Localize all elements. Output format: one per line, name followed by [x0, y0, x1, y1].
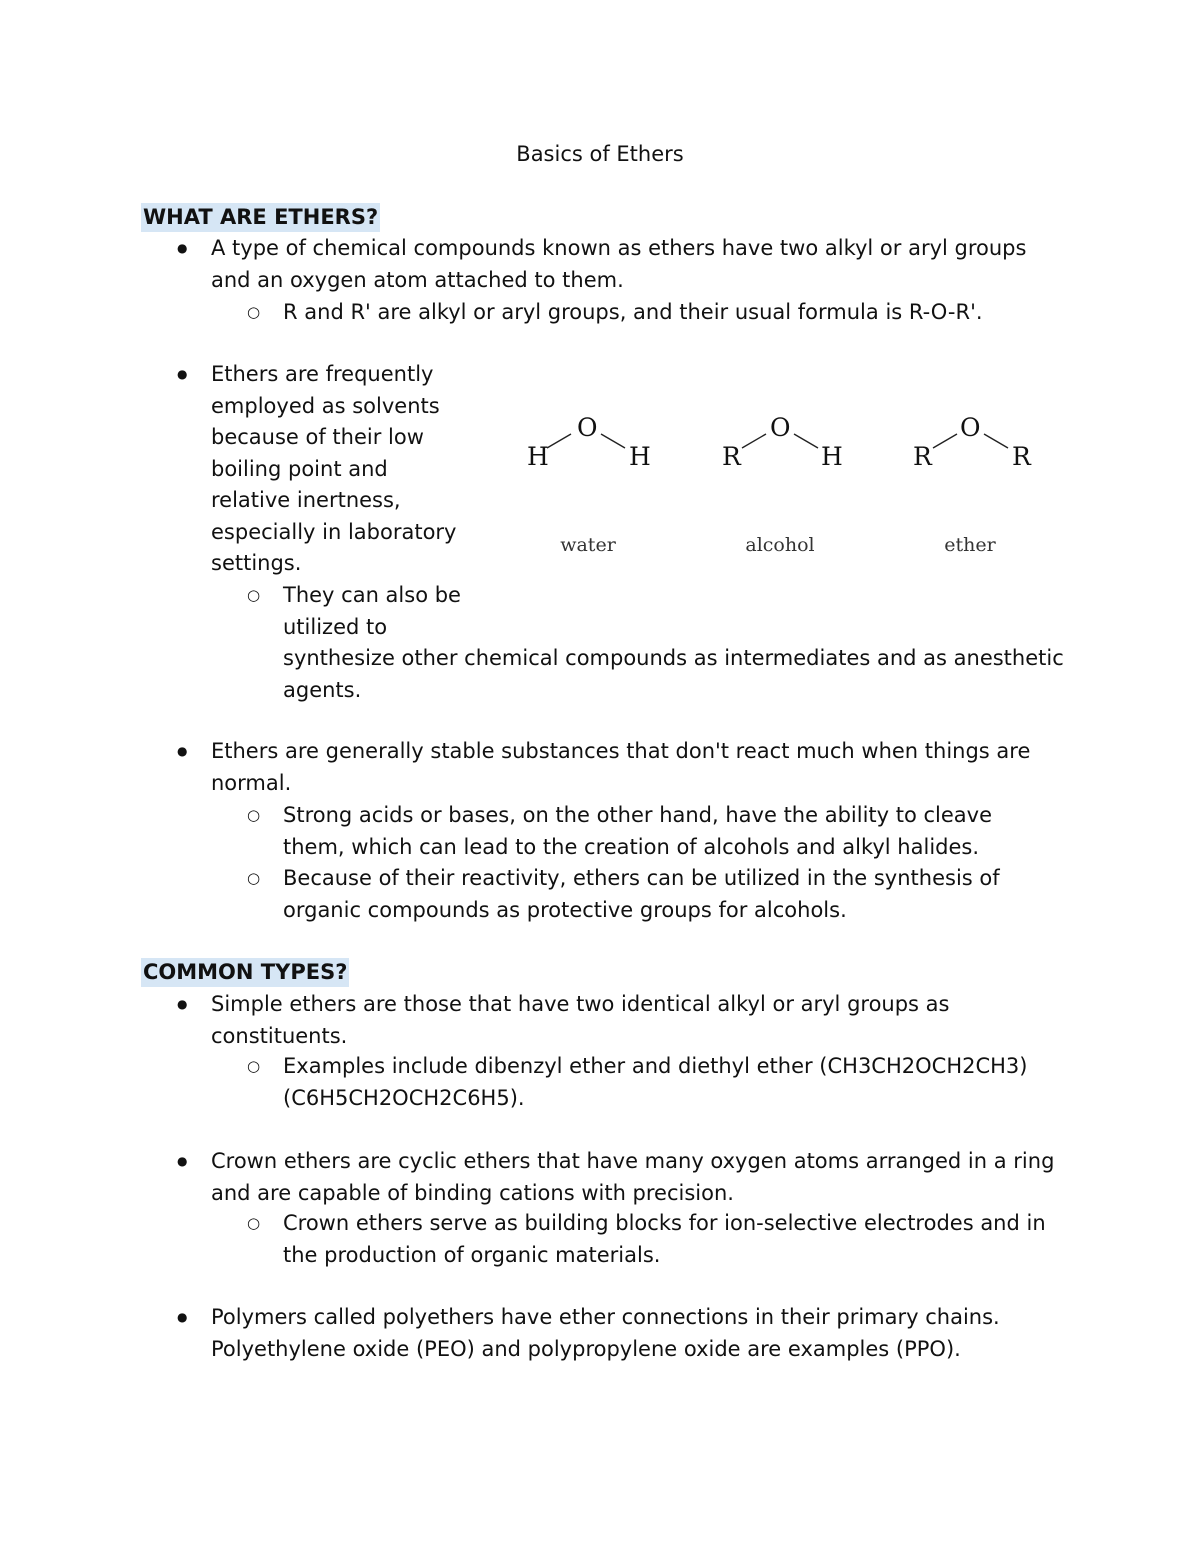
- text-line: and are capable of binding cations with precision.: [211, 1180, 734, 1205]
- atom-right: H: [821, 442, 843, 471]
- section-heading-what-are-ethers: WHAT ARE ETHERS?: [141, 203, 380, 232]
- bullet-ethers-stable: [211, 736, 1030, 799]
- text-line: ○ Strong acids or bases, on the other hand, have the ability to cleave: [283, 803, 993, 827]
- text-line: settings.: [211, 551, 302, 575]
- text-line: the production of organic materials.: [283, 1242, 661, 1267]
- molecule-structures-diagram: [515, 405, 1060, 570]
- text-line: utilized to: [283, 614, 388, 639]
- molecule-caption: alcohol: [745, 534, 815, 556]
- subbullet-cleave: [283, 800, 992, 863]
- text-line: ○ Crown ethers serve as building blocks for ion-selective electrodes and in: [283, 1211, 1046, 1235]
- text-line: especially in laboratory: [211, 519, 457, 544]
- atom-left: R: [722, 442, 741, 471]
- bond: [547, 434, 571, 448]
- bullet-ethers-definition: [211, 233, 1026, 296]
- bullet-simple-ethers: [211, 989, 950, 1052]
- bullet-polyethers: [211, 1302, 1000, 1365]
- text-line: because of their low: [211, 425, 424, 449]
- bullet-crown-ethers: [211, 1146, 1054, 1209]
- text-line: organic compounds as protective groups for alcohols.: [283, 897, 847, 922]
- text-line: ● Simple ethers are those that have two identical alkyl or aryl groups as: [211, 992, 950, 1016]
- text-line: boiling point and: [211, 456, 388, 481]
- atom-center: O: [770, 413, 791, 442]
- atom-center: O: [960, 413, 981, 442]
- atom-right: R: [1012, 442, 1031, 471]
- text-line: synthesize other chemical compounds as intermediates and as anesthetic: [283, 646, 1064, 670]
- bond: [794, 434, 818, 448]
- section-heading-common-types: COMMON TYPES?: [141, 958, 349, 987]
- text-line: ● Polymers called polyethers have ether connections in their primary chains.: [211, 1305, 1000, 1329]
- atom-center: O: [577, 413, 598, 442]
- text-line: ○ R and R' are alkyl or aryl groups, and their usual formula is R-O-R'.: [283, 300, 983, 324]
- molecule-ether: [913, 413, 1032, 556]
- text-line: relative inertness,: [211, 488, 401, 512]
- atom-right: H: [629, 442, 651, 471]
- bond: [742, 434, 766, 448]
- text-line: Polyethylene oxide (PEO) and polypropylene oxide are examples (PPO).: [211, 1336, 961, 1361]
- molecule-caption: water: [560, 534, 616, 556]
- text-line: ○ They can also be: [283, 583, 461, 607]
- subbullet-formula: [283, 297, 983, 329]
- subbullet-crown-uses: [283, 1208, 1046, 1271]
- subbullet-intermediates: [283, 580, 1064, 706]
- text-line: ● A type of chemical compounds known as ethers have two alkyl or aryl groups: [211, 236, 1027, 260]
- atom-left: H: [527, 442, 549, 471]
- bullet-ethers-solvents: [211, 359, 456, 580]
- atom-left: R: [913, 442, 932, 471]
- text-line: ○ Because of their reactivity, ethers can be utilized in the synthesis of: [283, 866, 1000, 890]
- text-line: ● Crown ethers are cyclic ethers that have many oxygen atoms arranged in a ring: [211, 1149, 1055, 1173]
- molecule-water: [527, 413, 651, 556]
- text-line: (C6H5CH2OCH2C6H5).: [283, 1085, 525, 1110]
- text-line: normal.: [211, 770, 292, 795]
- bond: [933, 434, 957, 448]
- molecule-alcohol: [722, 413, 843, 556]
- text-line: employed as solvents: [211, 393, 440, 418]
- text-line: them, which can lead to the creation of alcohols and alkyl halides.: [283, 834, 980, 859]
- subbullet-examples: [283, 1051, 1027, 1114]
- subbullet-protective-groups: [283, 863, 1000, 926]
- document-title: Basics of Ethers: [516, 142, 684, 166]
- text-line: and an oxygen atom attached to them.: [211, 267, 624, 292]
- text-line: constituents.: [211, 1023, 348, 1048]
- bond: [601, 434, 625, 448]
- text-line: ● Ethers are generally stable substances that don't react much when things are: [211, 739, 1031, 763]
- text-line: agents.: [283, 677, 362, 702]
- text-line: ● Ethers are frequently: [211, 362, 434, 386]
- molecule-caption: ether: [944, 534, 996, 556]
- text-line: ○ Examples include dibenzyl ether and diethyl ether (CH3CH2OCH2CH3): [283, 1054, 1028, 1078]
- bond: [984, 434, 1008, 448]
